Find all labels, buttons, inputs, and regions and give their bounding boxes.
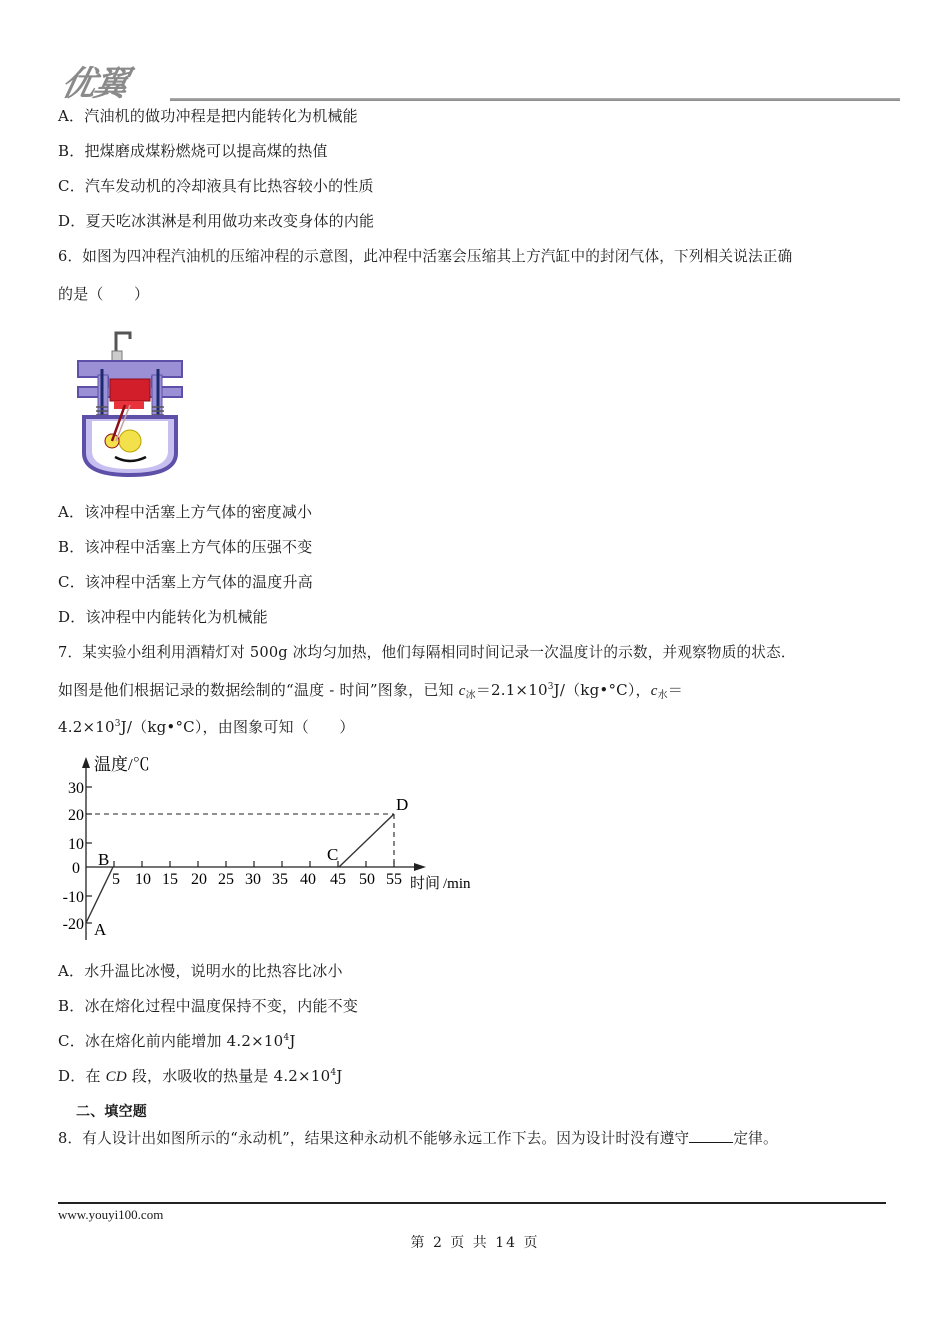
- svg-text:40: 40: [300, 871, 316, 888]
- q6-stem-line1: 6．如图为四冲程汽油机的压缩冲程的示意图，此冲程中活塞会压缩其上方汽缸中的封闭气体，下列相关说法正确: [58, 248, 793, 265]
- header-rule: [170, 98, 900, 101]
- svg-text:5: 5: [112, 871, 120, 888]
- footer-url: www.youyi100.com: [58, 1207, 164, 1222]
- svg-text:30: 30: [245, 871, 261, 888]
- svg-text:/min: /min: [443, 876, 471, 892]
- q7-option-b: B．冰在熔化过程中温度保持不变，内能不变: [58, 997, 359, 1015]
- segment-cd: [339, 814, 394, 867]
- footer-rule: [58, 1202, 886, 1204]
- q6-option-d: D．该冲程中内能转化为机械能: [58, 608, 268, 626]
- svg-text:-10: -10: [62, 889, 84, 906]
- page-number: 第 2 页 共 14 页: [410, 1235, 540, 1251]
- svg-text:20: 20: [68, 807, 84, 824]
- svg-text:35: 35: [272, 871, 288, 888]
- q5-option-a: A．汽油机的做功冲程是把内能转化为机械能: [58, 107, 358, 125]
- engine-diagram-figure: [70, 325, 190, 480]
- answer-blank[interactable]: [689, 1128, 733, 1143]
- q5-option-c: C．汽车发动机的冷却液具有比热容较小的性质: [58, 177, 374, 195]
- q5-option-d: D．夏天吃冰淇淋是利用做功来改变身体的内能: [58, 212, 375, 230]
- temperature-time-chart: [55, 748, 495, 943]
- brand-logo: 优翼: [57, 64, 131, 104]
- q7-stem-line2: 如图是他们根据记录的数据绘制的“温度 - 时间”图象，已知 $c_冰=2.1\times 10^3J/(kg•^\circ C)$，$c_水=$: [58, 681, 683, 701]
- q6-option-c: C．该冲程中活塞上方气体的温度升高: [58, 573, 313, 591]
- svg-text:20: 20: [191, 871, 207, 888]
- svg-text:-20: -20: [62, 916, 84, 933]
- q7-option-d: D．在 CD 段，水吸收的热量是 $4.2\times 10^4J$: [58, 1067, 343, 1085]
- x-axis-label: 时间: [410, 876, 441, 892]
- y-axis-label: 温度/℃: [94, 755, 150, 774]
- svg-text:25: 25: [218, 871, 234, 888]
- segment-ab: [86, 867, 113, 923]
- svg-text:45: 45: [330, 871, 346, 888]
- svg-text:30: 30: [68, 780, 84, 797]
- q7-stem-line3: $4.2\times 10^3J/(kg•^\circ C)$，由图象可知（ ）: [58, 718, 355, 736]
- point-label-b: B: [98, 850, 110, 869]
- svg-text:50: 50: [359, 871, 375, 888]
- q6-option-b: B．该冲程中活塞上方气体的压强不变: [58, 538, 313, 556]
- svg-text:55: 55: [386, 871, 402, 888]
- q8-stem: 8．有人设计出如图所示的“永动机”，结果这种永动机不能够永远工作下去。因为设计时没有遵守 定律。: [58, 1130, 778, 1147]
- svg-text:15: 15: [162, 871, 178, 888]
- section-title-fill-in: 二、填空题: [76, 1104, 147, 1120]
- q7-option-c: C．冰在熔化前内能增加 $4.2\times 10^4J$: [58, 1032, 296, 1050]
- q5-option-b: B．把煤磨成煤粉燃烧可以提高煤的热值: [58, 142, 328, 160]
- q7-option-a: A．水升温比冰慢，说明水的比热容比冰小: [58, 962, 343, 980]
- q6-stem-line2: 的是（ ）: [58, 285, 150, 303]
- svg-text:10: 10: [135, 871, 151, 888]
- svg-text:10: 10: [68, 836, 84, 853]
- point-label-c: C: [327, 845, 339, 864]
- q6-option-a: A．该冲程中活塞上方气体的密度减小: [58, 503, 313, 521]
- point-label-a: A: [94, 920, 107, 939]
- q7-stem-line1: 7．某实验小组利用酒精灯对 500g 冰均匀加热，他们每隔相同时间记录一次温度计的示数，并观察物质的状态．: [58, 644, 796, 661]
- point-label-d: D: [396, 795, 409, 814]
- svg-text:0: 0: [72, 860, 80, 877]
